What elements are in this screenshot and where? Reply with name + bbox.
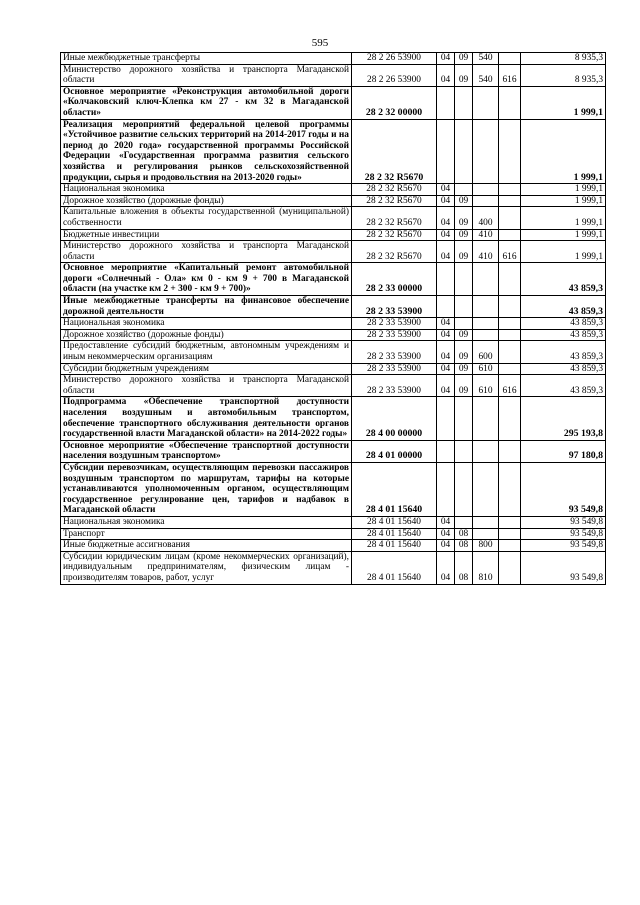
amount: 43 859,3 bbox=[521, 363, 606, 375]
target-article-code: 28 2 32 R5670 bbox=[352, 229, 437, 241]
amount: 43 859,3 bbox=[521, 329, 606, 341]
row-name: Национальная экономика bbox=[61, 184, 352, 196]
target-article-code: 28 2 33 53900 bbox=[352, 329, 437, 341]
amount: 1 999,1 bbox=[521, 207, 606, 229]
subsection-code bbox=[455, 86, 473, 119]
administrator-code bbox=[499, 363, 521, 375]
administrator-code bbox=[499, 516, 521, 528]
row-name: Подпрограмма «Обеспечение транспортной доступности населения воздушным и автомобильным транспортом, обеспечение транспортного обслуживания деятельности органов государственной власти Магаданской области» на 2014-2022 годы» bbox=[61, 397, 352, 440]
administrator-code bbox=[499, 528, 521, 540]
expense-type-code bbox=[473, 119, 499, 184]
expense-type-code: 810 bbox=[473, 551, 499, 584]
table-row bbox=[61, 528, 606, 540]
subsection-code bbox=[455, 263, 473, 296]
section-code bbox=[437, 263, 455, 296]
target-article-code: 28 4 00 00000 bbox=[352, 397, 437, 440]
table-row bbox=[61, 462, 606, 516]
administrator-code bbox=[499, 551, 521, 584]
administrator-code bbox=[499, 119, 521, 184]
table-row bbox=[61, 341, 606, 363]
table-row bbox=[61, 119, 606, 184]
section-code: 04 bbox=[437, 528, 455, 540]
row-name: Основное мероприятие «Обеспечение транспортной доступности населения воздушным транспортом» bbox=[61, 440, 352, 462]
subsection-code: 08 bbox=[455, 540, 473, 552]
section-code: 04 bbox=[437, 184, 455, 196]
row-name: Предоставление субсидий бюджетным, автономным учреждениям и иным некоммерческим организациям bbox=[61, 341, 352, 363]
table-row bbox=[61, 86, 606, 119]
expense-type-code: 610 bbox=[473, 375, 499, 397]
expense-type-code: 610 bbox=[473, 363, 499, 375]
row-name: Министерство дорожного хозяйства и транспорта Магаданской области bbox=[61, 64, 352, 86]
row-name: Транспорт bbox=[61, 528, 352, 540]
subsection-code bbox=[455, 119, 473, 184]
target-article-code: 28 2 33 00000 bbox=[352, 263, 437, 296]
target-article-code: 28 4 01 15640 bbox=[352, 516, 437, 528]
budget-table bbox=[60, 52, 606, 585]
expense-type-code bbox=[473, 86, 499, 119]
target-article-code: 28 4 01 00000 bbox=[352, 440, 437, 462]
target-article-code: 28 4 01 15640 bbox=[352, 528, 437, 540]
target-article-code: 28 2 32 R5670 bbox=[352, 241, 437, 263]
expense-type-code: 800 bbox=[473, 540, 499, 552]
table-row bbox=[61, 195, 606, 207]
row-name: Министерство дорожного хозяйства и транспорта Магаданской области bbox=[61, 241, 352, 263]
target-article-code: 28 2 33 53900 bbox=[352, 363, 437, 375]
subsection-code: 09 bbox=[455, 329, 473, 341]
section-code bbox=[437, 440, 455, 462]
table-row bbox=[61, 318, 606, 330]
subsection-code bbox=[455, 516, 473, 528]
amount: 43 859,3 bbox=[521, 263, 606, 296]
amount: 43 859,3 bbox=[521, 296, 606, 318]
target-article-code: 28 2 26 53900 bbox=[352, 53, 437, 65]
subsection-code: 09 bbox=[455, 363, 473, 375]
section-code: 04 bbox=[437, 329, 455, 341]
subsection-code: 08 bbox=[455, 528, 473, 540]
section-code: 04 bbox=[437, 551, 455, 584]
administrator-code bbox=[499, 53, 521, 65]
row-name: Национальная экономика bbox=[61, 318, 352, 330]
row-name: Субсидии бюджетным учреждениям bbox=[61, 363, 352, 375]
expense-type-code: 600 bbox=[473, 341, 499, 363]
row-name: Иные межбюджетные трансферты на финансовое обеспечение дорожной деятельности bbox=[61, 296, 352, 318]
row-name: Основное мероприятие «Реконструкция автомобильной дороги «Колчаковский ключ-Клепка км 27 - км 32 в Магаданской области» bbox=[61, 86, 352, 119]
subsection-code: 09 bbox=[455, 207, 473, 229]
amount: 97 180,8 bbox=[521, 440, 606, 462]
administrator-code bbox=[499, 329, 521, 341]
administrator-code bbox=[499, 86, 521, 119]
target-article-code: 28 2 32 R5670 bbox=[352, 119, 437, 184]
administrator-code bbox=[499, 229, 521, 241]
amount: 295 193,8 bbox=[521, 397, 606, 440]
amount: 93 549,8 bbox=[521, 462, 606, 516]
expense-type-code bbox=[473, 329, 499, 341]
table-row bbox=[61, 397, 606, 440]
expense-type-code bbox=[473, 440, 499, 462]
target-article-code: 28 2 32 R5670 bbox=[352, 195, 437, 207]
row-name: Иные бюджетные ассигнования bbox=[61, 540, 352, 552]
target-article-code: 28 2 32 00000 bbox=[352, 86, 437, 119]
amount: 1 999,1 bbox=[521, 184, 606, 196]
expense-type-code bbox=[473, 195, 499, 207]
table-row bbox=[61, 241, 606, 263]
subsection-code: 09 bbox=[455, 53, 473, 65]
target-article-code: 28 2 26 53900 bbox=[352, 64, 437, 86]
table-row bbox=[61, 440, 606, 462]
amount: 8 935,3 bbox=[521, 53, 606, 65]
amount: 1 999,1 bbox=[521, 229, 606, 241]
target-article-code: 28 2 32 R5670 bbox=[352, 207, 437, 229]
section-code: 04 bbox=[437, 64, 455, 86]
subsection-code bbox=[455, 296, 473, 318]
target-article-code: 28 4 01 15640 bbox=[352, 540, 437, 552]
amount: 43 859,3 bbox=[521, 341, 606, 363]
table-row bbox=[61, 229, 606, 241]
table-row bbox=[61, 53, 606, 65]
section-code bbox=[437, 462, 455, 516]
row-name: Субсидии юридическим лицам (кроме некоммерческих организаций), индивидуальным предпринимателям, физическим лицам - производителям товаров, работ, услуг bbox=[61, 551, 352, 584]
table-row bbox=[61, 329, 606, 341]
section-code: 04 bbox=[437, 229, 455, 241]
expense-type-code bbox=[473, 184, 499, 196]
administrator-code bbox=[499, 397, 521, 440]
row-name: Дорожное хозяйство (дорожные фонды) bbox=[61, 329, 352, 341]
table-row bbox=[61, 516, 606, 528]
subsection-code bbox=[455, 440, 473, 462]
amount: 93 549,8 bbox=[521, 528, 606, 540]
administrator-code bbox=[499, 296, 521, 318]
table-row bbox=[61, 363, 606, 375]
target-article-code: 28 4 01 15640 bbox=[352, 551, 437, 584]
section-code: 04 bbox=[437, 207, 455, 229]
amount: 93 549,8 bbox=[521, 540, 606, 552]
row-name: Дорожное хозяйство (дорожные фонды) bbox=[61, 195, 352, 207]
administrator-code bbox=[499, 195, 521, 207]
expense-type-code: 410 bbox=[473, 229, 499, 241]
subsection-code bbox=[455, 184, 473, 196]
row-name: Бюджетные инвестиции bbox=[61, 229, 352, 241]
administrator-code bbox=[499, 440, 521, 462]
table-row bbox=[61, 64, 606, 86]
expense-type-code: 410 bbox=[473, 241, 499, 263]
administrator-code bbox=[499, 540, 521, 552]
administrator-code bbox=[499, 184, 521, 196]
target-article-code: 28 2 33 53900 bbox=[352, 341, 437, 363]
amount: 1 999,1 bbox=[521, 241, 606, 263]
administrator-code bbox=[499, 462, 521, 516]
expense-type-code: 400 bbox=[473, 207, 499, 229]
row-name: Иные межбюджетные трансферты bbox=[61, 53, 352, 65]
table-row bbox=[61, 263, 606, 296]
table-row bbox=[61, 375, 606, 397]
administrator-code bbox=[499, 263, 521, 296]
section-code: 04 bbox=[437, 341, 455, 363]
section-code: 04 bbox=[437, 375, 455, 397]
subsection-code: 09 bbox=[455, 341, 473, 363]
row-name: Реализация мероприятий федеральной целевой программы «Устойчивое развитие сельских территорий на 2014-2017 годы и на период до 2020 года» государственной программы Российской Федерации «Государственная программа развития сельского хозяйства и регулирования рынков сельскохозяйственной продукции, сырья и продовольствия на 2013-2020 годы» bbox=[61, 119, 352, 184]
table-row bbox=[61, 540, 606, 552]
expense-type-code: 540 bbox=[473, 64, 499, 86]
row-name: Капитальные вложения в объекты государственной (муниципальной) собственности bbox=[61, 207, 352, 229]
amount: 93 549,8 bbox=[521, 551, 606, 584]
row-name: Субсидии перевозчикам, осуществляющим перевозки пассажиров воздушным транспортом по маршрутам, тарифы на которые устанавливаются уполномоченным органом, осуществляющим государственное регулирование цен, тарифов и надбавок в Магаданской области bbox=[61, 462, 352, 516]
administrator-code bbox=[499, 207, 521, 229]
expense-type-code bbox=[473, 528, 499, 540]
expense-type-code bbox=[473, 397, 499, 440]
expense-type-code: 540 bbox=[473, 53, 499, 65]
subsection-code bbox=[455, 397, 473, 440]
section-code bbox=[437, 86, 455, 119]
section-code bbox=[437, 119, 455, 184]
page-number: 595 bbox=[311, 37, 329, 49]
target-article-code: 28 2 32 R5670 bbox=[352, 184, 437, 196]
expense-type-code bbox=[473, 516, 499, 528]
section-code: 04 bbox=[437, 363, 455, 375]
subsection-code bbox=[455, 462, 473, 516]
subsection-code: 09 bbox=[455, 195, 473, 207]
administrator-code bbox=[499, 341, 521, 363]
amount: 1 999,1 bbox=[521, 195, 606, 207]
row-name: Основное мероприятие «Капитальный ремонт автомобильной дороги «Солнечный - Ола» км 0 - км 9 + 700 в Магаданской области (на участке км 2 + 300 - км 9 + 700)» bbox=[61, 263, 352, 296]
expense-type-code bbox=[473, 263, 499, 296]
section-code bbox=[437, 296, 455, 318]
section-code: 04 bbox=[437, 318, 455, 330]
table-row bbox=[61, 296, 606, 318]
amount: 43 859,3 bbox=[521, 318, 606, 330]
target-article-code: 28 2 33 53900 bbox=[352, 296, 437, 318]
table-row bbox=[61, 184, 606, 196]
section-code: 04 bbox=[437, 195, 455, 207]
table-row bbox=[61, 551, 606, 584]
subsection-code: 08 bbox=[455, 551, 473, 584]
row-name: Министерство дорожного хозяйства и транспорта Магаданской области bbox=[61, 375, 352, 397]
row-name: Национальная экономика bbox=[61, 516, 352, 528]
section-code bbox=[437, 397, 455, 440]
administrator-code: 616 bbox=[499, 241, 521, 263]
administrator-code: 616 bbox=[499, 64, 521, 86]
target-article-code: 28 4 01 15640 bbox=[352, 462, 437, 516]
subsection-code bbox=[455, 318, 473, 330]
section-code: 04 bbox=[437, 241, 455, 263]
expense-type-code bbox=[473, 296, 499, 318]
subsection-code: 09 bbox=[455, 64, 473, 86]
section-code: 04 bbox=[437, 53, 455, 65]
subsection-code: 09 bbox=[455, 229, 473, 241]
subsection-code: 09 bbox=[455, 241, 473, 263]
expense-type-code bbox=[473, 462, 499, 516]
target-article-code: 28 2 33 53900 bbox=[352, 318, 437, 330]
section-code: 04 bbox=[437, 540, 455, 552]
subsection-code: 09 bbox=[455, 375, 473, 397]
amount: 1 999,1 bbox=[521, 119, 606, 184]
target-article-code: 28 2 33 53900 bbox=[352, 375, 437, 397]
amount: 93 549,8 bbox=[521, 516, 606, 528]
amount: 1 999,1 bbox=[521, 86, 606, 119]
table-row bbox=[61, 207, 606, 229]
amount: 8 935,3 bbox=[521, 64, 606, 86]
administrator-code: 616 bbox=[499, 375, 521, 397]
section-code: 04 bbox=[437, 516, 455, 528]
amount: 43 859,3 bbox=[521, 375, 606, 397]
administrator-code bbox=[499, 318, 521, 330]
expense-type-code bbox=[473, 318, 499, 330]
